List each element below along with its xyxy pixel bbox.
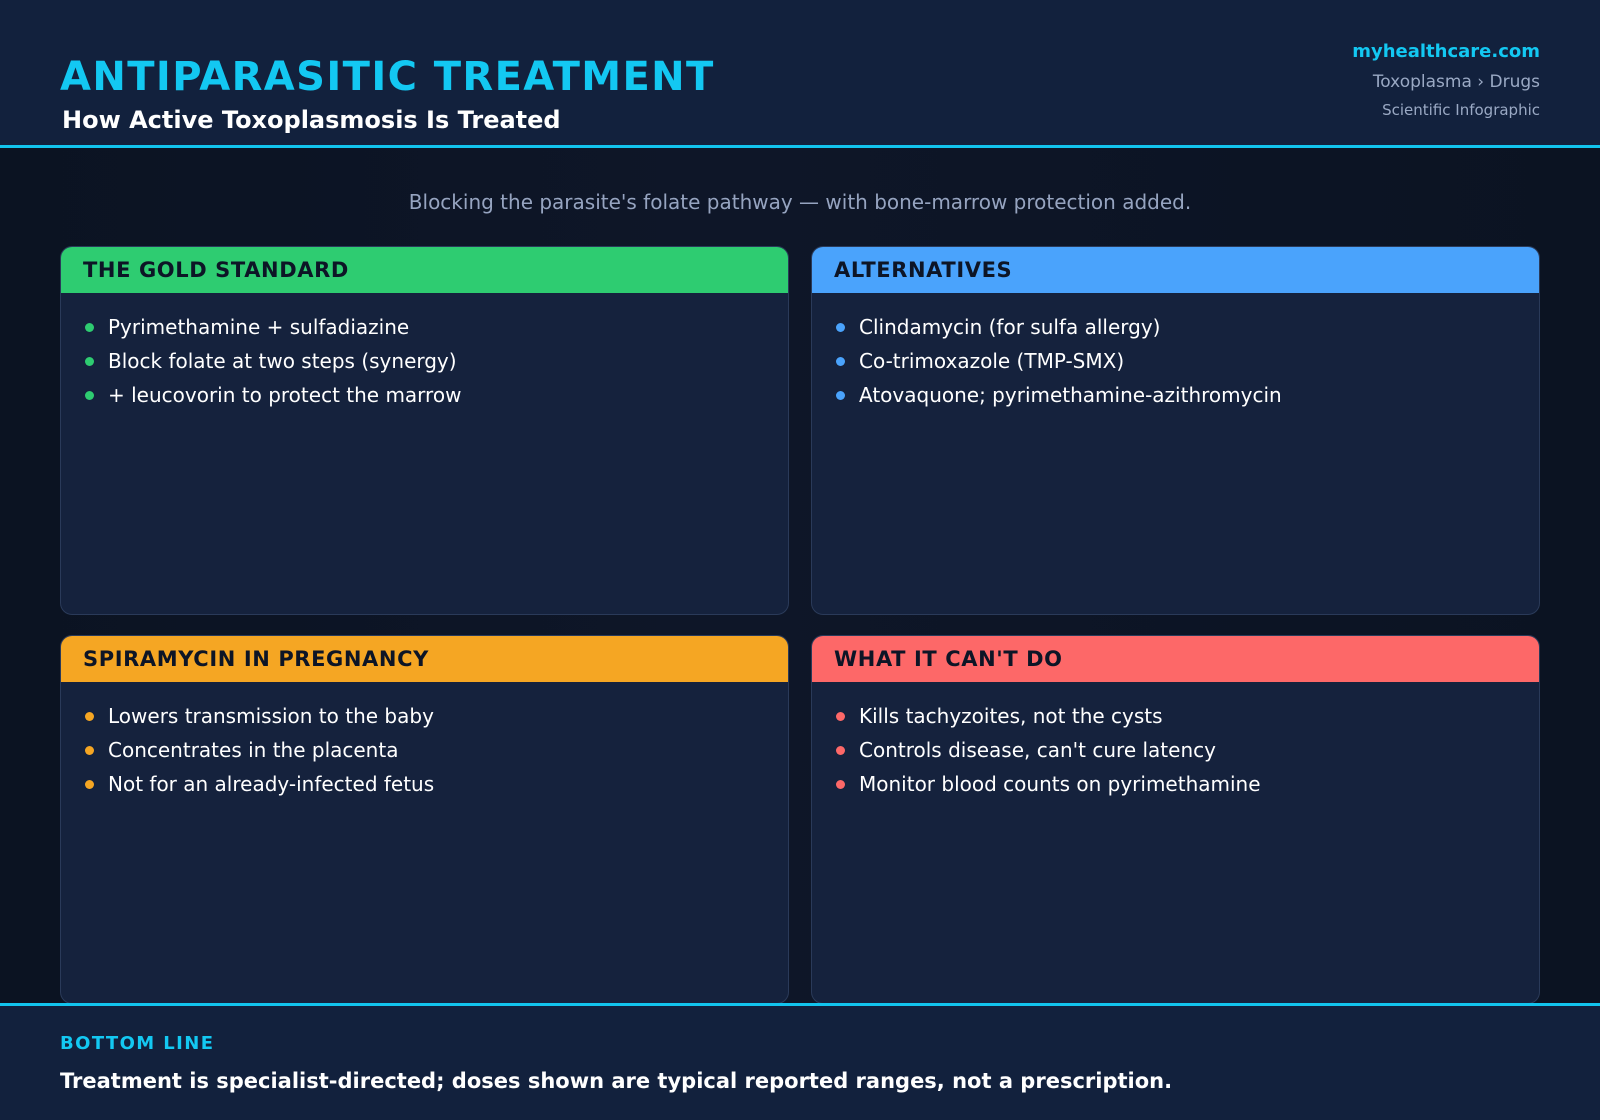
page-title: ANTIPARASITIC TREATMENT: [60, 54, 715, 100]
list-item-text: Concentrates in the placenta: [108, 738, 399, 762]
card-title: SPIRAMYCIN IN PREGNANCY: [61, 636, 788, 682]
list-item-text: Controls disease, can't cure latency: [859, 738, 1216, 762]
footer-label: BOTTOM LINE: [60, 1033, 215, 1054]
card-spiramycin-pregnancy: [60, 635, 789, 1004]
intro-tagline: Blocking the parasite's folate pathway — with bone-marrow protection added.: [408, 190, 1192, 214]
list-item: [836, 310, 1539, 344]
list-item: [836, 344, 1539, 378]
list-item-text: Clindamycin (for sulfa allergy): [859, 315, 1161, 339]
list-item-text: Monitor blood counts on pyrimethamine: [859, 772, 1261, 796]
bullet-dot-icon: [85, 391, 94, 400]
card-list: [812, 682, 1539, 801]
breadcrumb: Toxoplasma › Drugs: [1372, 72, 1540, 92]
infographic-type-label: Scientific Infographic: [1382, 101, 1540, 119]
bullet-dot-icon: [85, 746, 94, 755]
card-limitations: [811, 635, 1540, 1004]
list-item-text: Not for an already-infected fetus: [108, 772, 435, 796]
card-list: [812, 293, 1539, 412]
card-list: [61, 682, 788, 801]
list-item-text: Lowers transmission to the baby: [108, 704, 434, 728]
list-item-text: + leucovorin to protect the marrow: [108, 383, 462, 407]
bullet-dot-icon: [836, 712, 845, 721]
list-item: [836, 378, 1539, 412]
card-alternatives: [811, 246, 1540, 615]
card-title: THE GOLD STANDARD: [61, 247, 788, 293]
bullet-dot-icon: [85, 323, 94, 332]
bullet-dot-icon: [836, 357, 845, 366]
list-item: [85, 310, 788, 344]
bullet-dot-icon: [85, 712, 94, 721]
page-header: [0, 0, 1600, 148]
list-item-text: Kills tachyzoites, not the cysts: [859, 704, 1163, 728]
list-item: [85, 699, 788, 733]
page-subtitle: How Active Toxoplasmosis Is Treated: [62, 106, 561, 134]
list-item: [836, 699, 1539, 733]
card-gold-standard: [60, 246, 789, 615]
card-list: [61, 293, 788, 412]
list-item: [85, 767, 788, 801]
card-title: WHAT IT CAN'T DO: [812, 636, 1539, 682]
card-title: ALTERNATIVES: [812, 247, 1539, 293]
list-item: [85, 344, 788, 378]
bullet-dot-icon: [85, 357, 94, 366]
list-item: [85, 378, 788, 412]
bottom-line-footer: [0, 1003, 1600, 1120]
bullet-dot-icon: [836, 323, 845, 332]
list-item-text: Block folate at two steps (synergy): [108, 349, 457, 373]
footer-disclaimer: Treatment is specialist-directed; doses shown are typical reported ranges, not a prescription.: [60, 1069, 1173, 1093]
list-item-text: Atovaquone; pyrimethamine-azithromycin: [859, 383, 1282, 407]
bullet-dot-icon: [836, 391, 845, 400]
bullet-dot-icon: [836, 780, 845, 789]
bullet-dot-icon: [836, 746, 845, 755]
bullet-dot-icon: [85, 780, 94, 789]
brand-link[interactable]: myhealthcare.com: [1352, 41, 1540, 62]
list-item-text: Pyrimethamine + sulfadiazine: [108, 315, 410, 339]
list-item: [836, 767, 1539, 801]
list-item: [85, 733, 788, 767]
list-item-text: Co-trimoxazole (TMP-SMX): [859, 349, 1125, 373]
list-item: [836, 733, 1539, 767]
